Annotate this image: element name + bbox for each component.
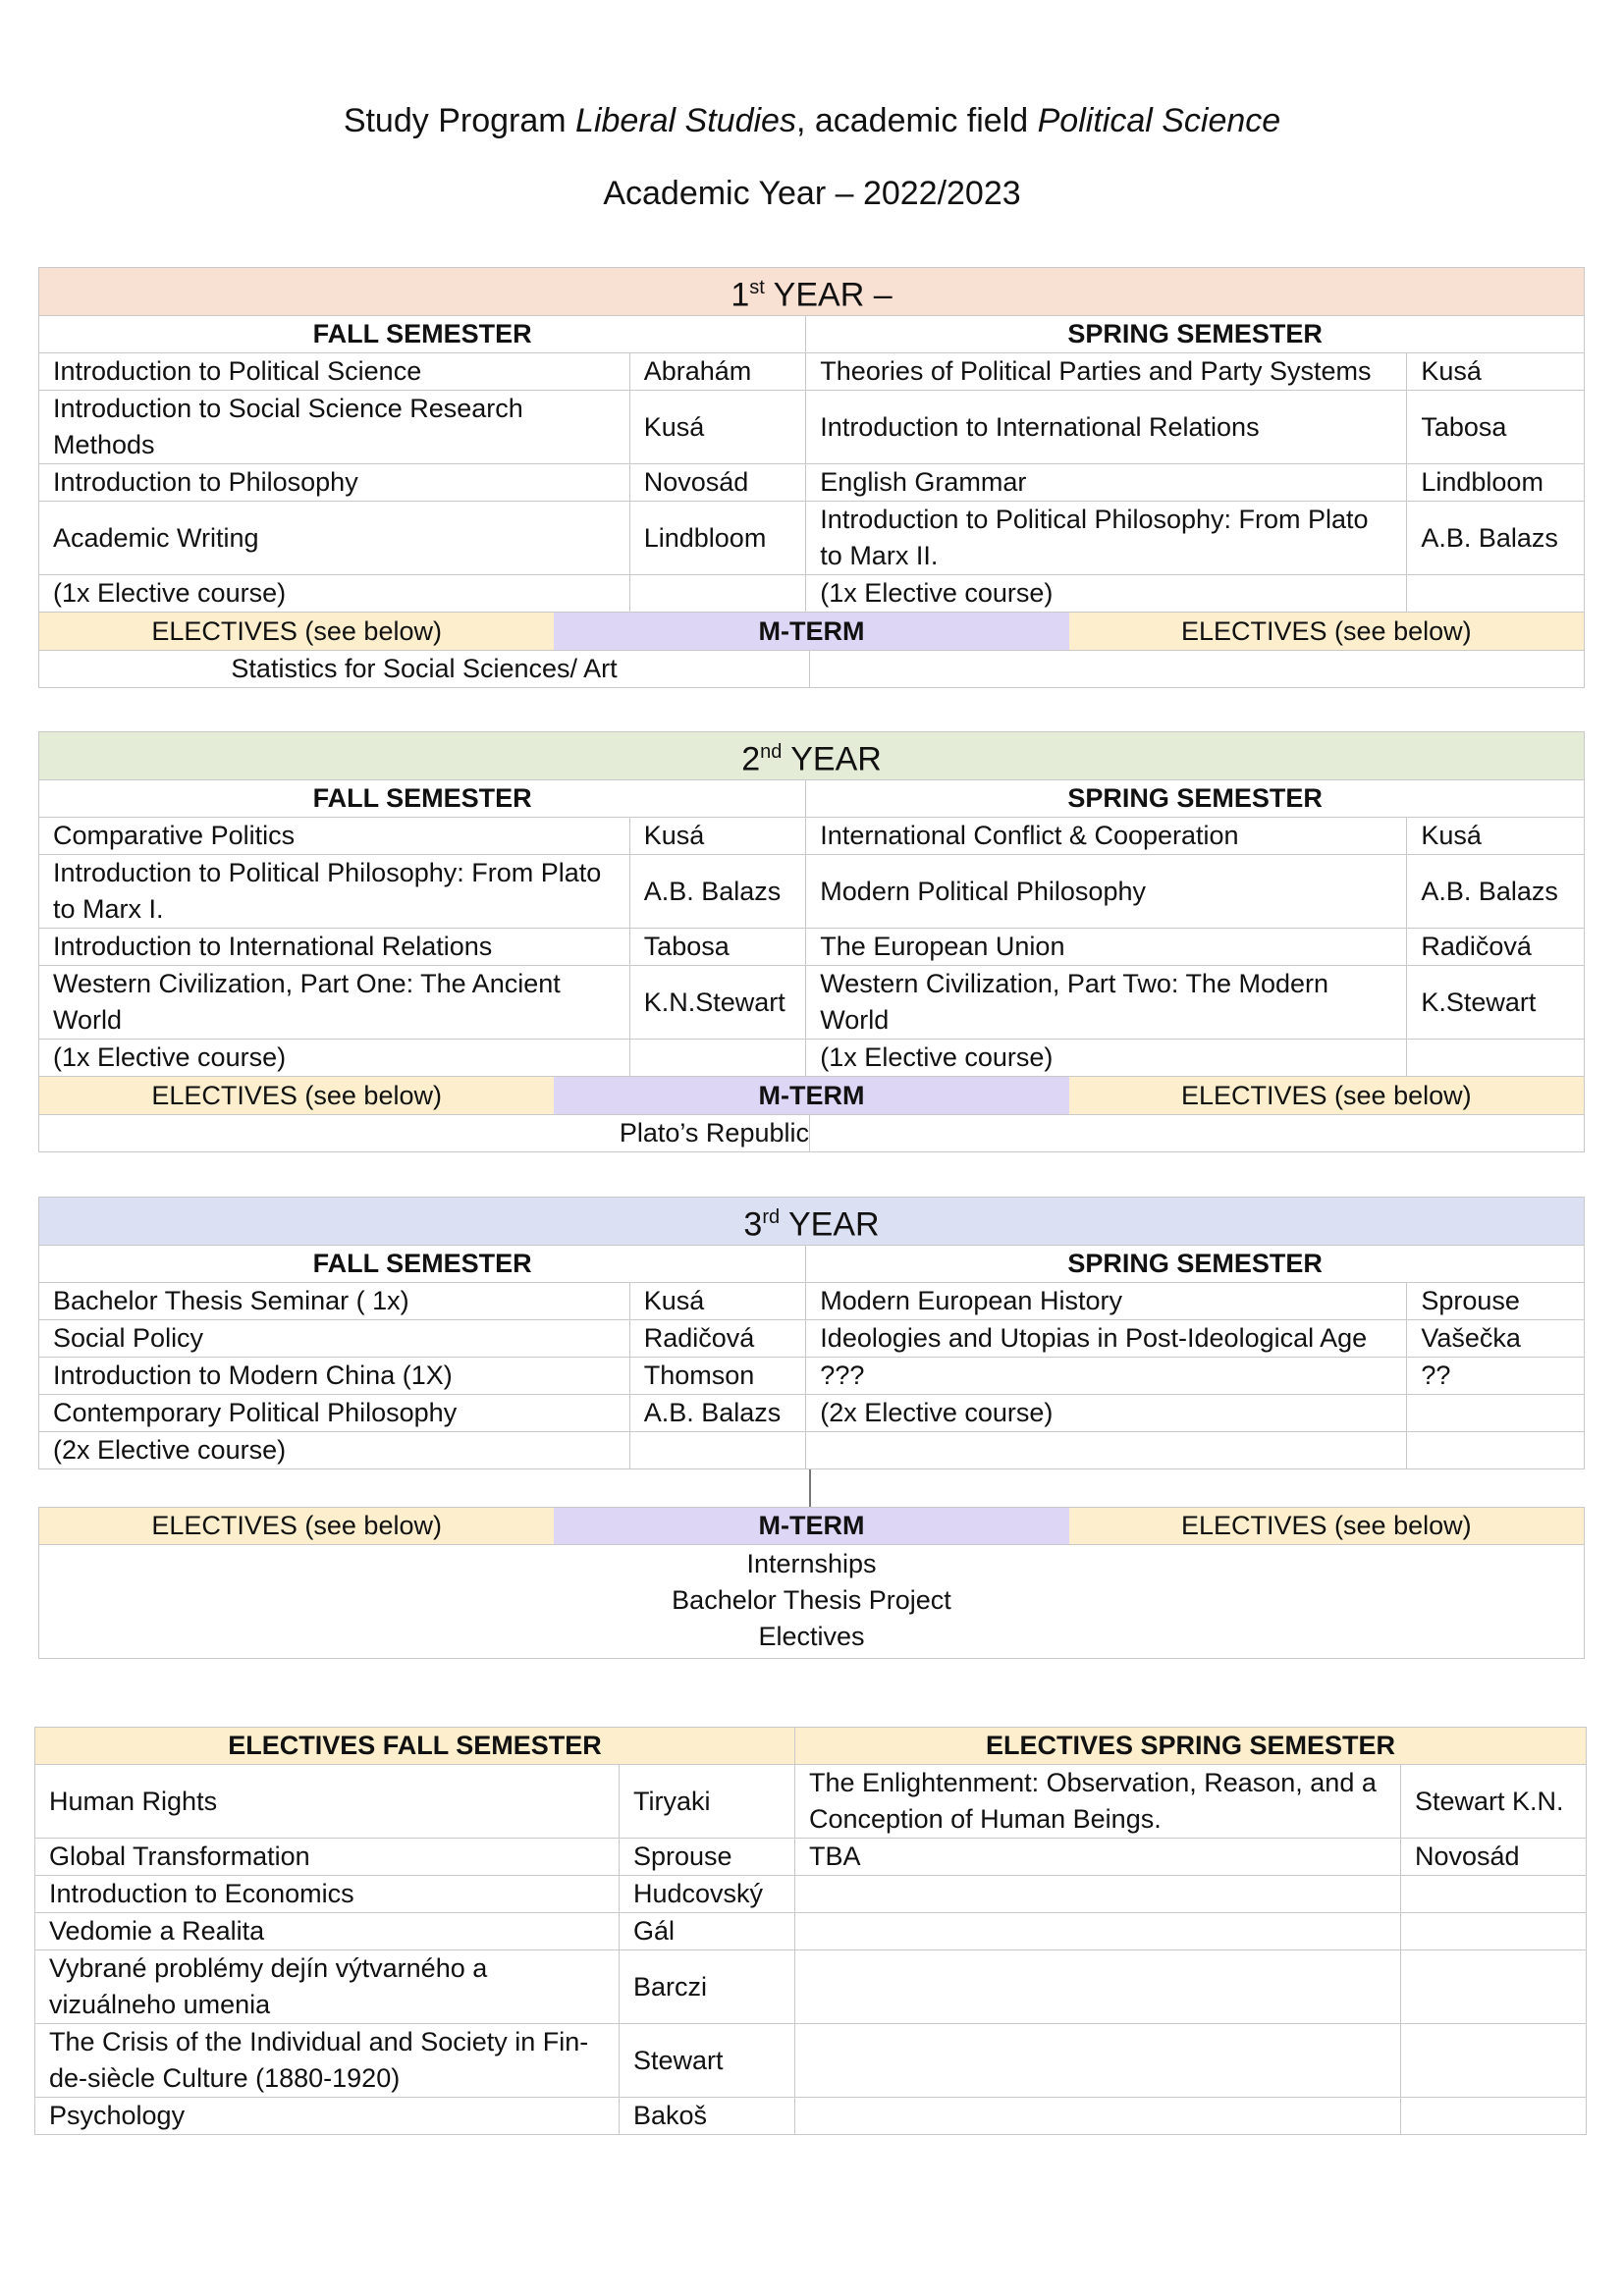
electives-fall-label: ELECTIVES (see below) — [39, 1508, 554, 1544]
electives-table — [34, 1727, 1587, 2135]
electives-header-row — [35, 1728, 1587, 1765]
electives-mterm-band — [38, 613, 1585, 651]
elective-row: The Crisis of the Individual and Society in Fin-de-siècle Culture (1880-1920) Stewart — [35, 2024, 1587, 2098]
elective-row: Vedomie a Realita Gál — [35, 1913, 1587, 1950]
elective-row: Introduction to Economics Hudcovský — [35, 1876, 1587, 1913]
year-2-section — [38, 731, 1585, 1152]
year-3-section — [38, 1197, 1585, 1659]
course-row: Social Policy Radičová Ideologies and Utopias in Post-Ideological Age Vašečka — [39, 1320, 1585, 1358]
elective-row: Global Transformation Sprouse TBA Novosád — [35, 1839, 1587, 1876]
course-row: Comparative Politics Kusá International Conflict & Cooperation Kusá — [39, 818, 1585, 855]
page-title — [0, 102, 1624, 140]
mterm-label: M-TERM — [554, 1508, 1068, 1544]
course-row: Western Civilization, Part One: The Ancient World K.N.Stewart Western Civilization, Part Two: The Modern World K.Stewart — [39, 966, 1585, 1040]
mterm-course: Statistics for Social Sciences/ Art — [39, 651, 810, 687]
electives-fall-label: ELECTIVES (see below) — [39, 1077, 554, 1114]
field-name: Political Science — [1037, 102, 1281, 139]
table-divider — [38, 1469, 1585, 1507]
elective-row: Human Rights Tiryaki The Enlightenment: Observation, Reason, and a Conception of Human Beings. Stewart K.N. — [35, 1765, 1587, 1839]
fall-semester-header: FALL SEMESTER — [39, 1246, 806, 1283]
year-2-table — [38, 731, 1585, 1077]
fall-semester-header: FALL SEMESTER — [39, 780, 806, 818]
course-row: Introduction to Political Science Abrahám Theories of Political Parties and Party Systems Kusá — [39, 353, 1585, 391]
year-2-header: 2nd YEAR — [39, 732, 1585, 780]
title-prefix: Study Program — [343, 102, 576, 139]
fall-semester-header: FALL SEMESTER — [39, 316, 806, 353]
title-mid: , academic field — [795, 102, 1038, 139]
semester-header-row — [39, 1246, 1585, 1283]
course-row: (2x Elective course) — [39, 1432, 1585, 1469]
electives-fall-label: ELECTIVES (see below) — [39, 613, 554, 650]
year-1-section — [38, 267, 1585, 688]
mterm-item: Bachelor Thesis Project — [672, 1585, 951, 1615]
elective-row: Vybrané problémy dejín výtvarného a vizuálneho umenia Barczi — [35, 1950, 1587, 2024]
course-row: Introduction to Modern China (1X) Thomson ??? ?? — [39, 1358, 1585, 1395]
electives-fall-header: ELECTIVES FALL SEMESTER — [35, 1728, 795, 1765]
mterm-course: Plato’s Republic — [39, 1115, 810, 1151]
electives-mterm-band — [38, 1507, 1585, 1545]
mterm-content-row — [38, 1115, 1585, 1152]
spring-semester-header: SPRING SEMESTER — [806, 1246, 1585, 1283]
elective-row: Psychology Bakoš — [35, 2098, 1587, 2135]
year-3-table — [38, 1197, 1585, 1469]
electives-spring-header: ELECTIVES SPRING SEMESTER — [795, 1728, 1587, 1765]
course-row: Introduction to Philosophy Novosád English Grammar Lindbloom — [39, 464, 1585, 502]
year-1-table — [38, 267, 1585, 613]
course-row: Introduction to Political Philosophy: From Plato to Marx I. A.B. Balazs Modern Political Philosophy A.B. Balazs — [39, 855, 1585, 929]
course-row: (1x Elective course) (1x Elective course) — [39, 575, 1585, 613]
mterm-label: M-TERM — [554, 613, 1068, 650]
semester-header-row — [39, 780, 1585, 818]
mterm-content-row — [38, 651, 1585, 688]
program-name: Liberal Studies — [575, 102, 796, 139]
mterm-item: Internships — [746, 1549, 877, 1578]
year-1-header: 1st YEAR – — [39, 268, 1585, 316]
course-row: (1x Elective course) (1x Elective course) — [39, 1040, 1585, 1077]
electives-spring-label: ELECTIVES (see below) — [1069, 613, 1584, 650]
semester-header-row — [39, 316, 1585, 353]
course-row: Introduction to International Relations Tabosa The European Union Radičová — [39, 929, 1585, 966]
mterm-label: M-TERM — [554, 1077, 1068, 1114]
electives-spring-label: ELECTIVES (see below) — [1069, 1508, 1584, 1544]
spring-semester-header: SPRING SEMESTER — [806, 316, 1585, 353]
academic-year: Academic Year – 2022/2023 — [603, 175, 1021, 212]
spring-semester-header: SPRING SEMESTER — [806, 780, 1585, 818]
year-3-header: 3rd YEAR — [39, 1198, 1585, 1246]
course-row: Contemporary Political Philosophy A.B. Balazs (2x Elective course) — [39, 1395, 1585, 1432]
electives-spring-label: ELECTIVES (see below) — [1069, 1077, 1584, 1114]
electives-section — [34, 1727, 1586, 2135]
mterm-item: Electives — [758, 1622, 865, 1651]
course-row: Bachelor Thesis Seminar ( 1x) Kusá Modern European History Sprouse — [39, 1283, 1585, 1320]
electives-mterm-band — [38, 1077, 1585, 1115]
mterm-content-box — [38, 1545, 1585, 1659]
course-row: Introduction to Social Science Research Methods Kusá Introduction to International Relations Tabosa — [39, 391, 1585, 464]
course-row: Academic Writing Lindbloom Introduction to Political Philosophy: From Plato to Marx II. A.B. Balazs — [39, 502, 1585, 575]
